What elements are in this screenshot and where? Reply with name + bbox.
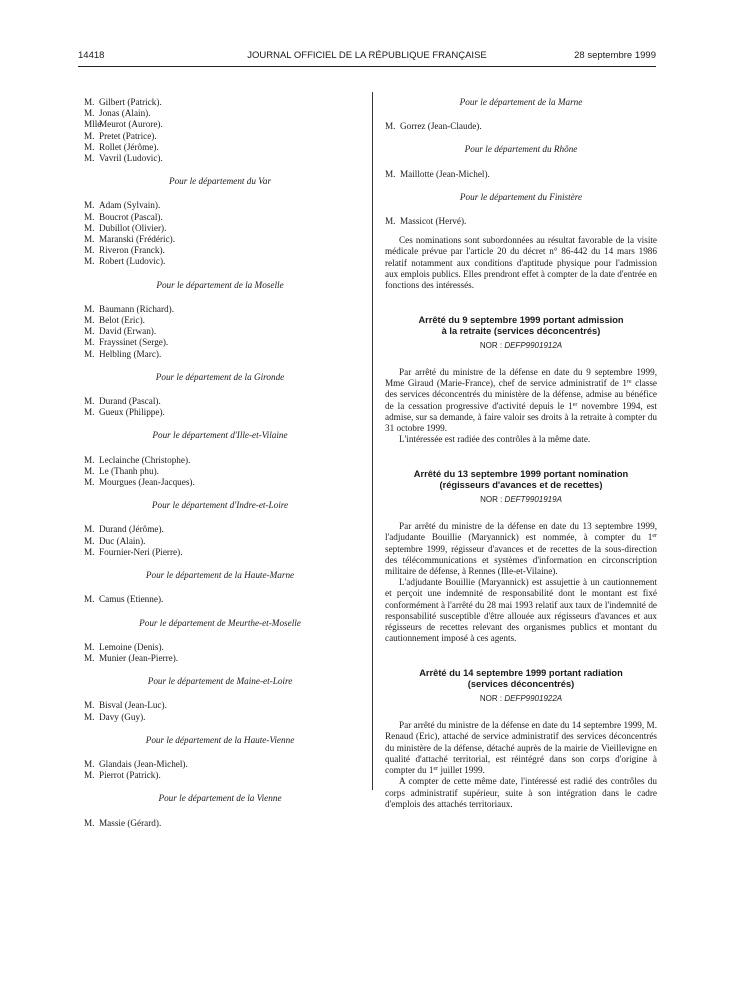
civility: M. [84, 758, 95, 769]
arrete-paragraph: Par arrêté du ministre de la défense en date du 14 septembre 1999, M. Renaud (Eric), attaché de service administratif des services déconcentrés du ministère de la défense, détaché auprès de la mairie de Vieillevigne en qualité d'attaché territorial, est réintégré dans son corps d'origine à compter du 1er juillet 1999. [385, 720, 657, 776]
person-name: Belot (Eric). [99, 315, 145, 326]
civility: M. [84, 326, 95, 337]
column-divider [372, 92, 373, 790]
name-entry [84, 304, 356, 315]
person-name: Massie (Gérard). [99, 817, 162, 828]
nor-reference: NOR : DEFT9901919A [480, 495, 562, 505]
name-list [385, 169, 657, 180]
civility: M. [385, 168, 396, 179]
civility: M. [84, 817, 95, 828]
person-name: Mourgues (Jean-Jacques). [99, 477, 195, 488]
name-entry [84, 396, 356, 407]
name-entry [84, 97, 356, 108]
name-entry [84, 200, 356, 211]
name-entry [84, 256, 356, 267]
civility: M. [84, 700, 95, 711]
arrete-paragraph: A compter de cette même date, l'intéressé est radié des contrôles du corps administratif supérieur, suite à son intégration dans le cadre d'emplois des attachés territoriaux. [385, 776, 657, 809]
department-heading: Pour le département de la Marne [459, 97, 583, 107]
person-name: Dubillot (Olivier). [99, 222, 167, 233]
person-name: Boucrot (Pascal). [99, 211, 163, 222]
person-name: Pretet (Patrice). [99, 130, 157, 141]
civility: M. [84, 641, 95, 652]
arrete-title: Arrêté du 14 septembre 1999 portant radiation (services déconcentrés) [419, 668, 623, 690]
arrete-paragraph: L'intéressée est radiée des contrôles à la même date. [399, 434, 591, 445]
civility: M. [84, 141, 95, 152]
right-column [385, 97, 657, 810]
name-entry [84, 536, 356, 547]
person-name: Robert (Ludovic). [99, 256, 166, 267]
nor-reference: NOR : DEFP9901922A [479, 694, 563, 704]
name-entry [84, 212, 356, 223]
department-heading: Pour le département du Finistère [459, 191, 583, 202]
department-heading: Pour le département du Rhône [464, 144, 578, 155]
civility: M. [84, 234, 95, 245]
name-entry [84, 818, 356, 829]
department-heading: Pour le département d'Indre-et-Loire [151, 500, 289, 511]
person-name: Munier (Jean-Pierre). [99, 652, 179, 663]
person-name: David (Erwan). [99, 326, 157, 337]
name-entry [84, 547, 356, 558]
page-header [78, 50, 656, 64]
civility: M. [84, 477, 95, 488]
name-entry [84, 759, 356, 770]
civility: M. [84, 222, 95, 233]
civility: M. [84, 153, 95, 164]
department-heading: Pour le département de la Haute-Vienne [145, 734, 295, 745]
person-name: Maranski (Frédéric). [99, 234, 176, 245]
person-name: Fournier-Neri (Pierre). [99, 546, 183, 557]
name-entry [84, 700, 356, 711]
civility: M. [84, 348, 95, 359]
person-name: Le (Thanh phu). [99, 465, 159, 476]
arrete-title: Arrêté du 9 septembre 1999 portant admission à la retraite (services déconcentrés) [418, 315, 624, 337]
name-entry [84, 770, 356, 781]
name-entry [84, 407, 356, 418]
civility: M. [84, 546, 95, 557]
name-list [84, 455, 356, 489]
civility: M. [84, 315, 95, 326]
department-heading: Pour le département du Var [168, 176, 272, 187]
intro-name-list [84, 97, 356, 164]
issue-date: 28 septembre 1999 [574, 50, 656, 61]
person-name: Meurot (Aurore). [99, 119, 163, 130]
civility: M. [84, 200, 95, 211]
civility: M. [84, 211, 95, 222]
civility: M. [84, 396, 95, 407]
civility: M. [84, 594, 95, 605]
name-entry [84, 524, 356, 535]
department-heading: Pour le département de Meurthe-et-Moselle [139, 617, 301, 628]
left-column [84, 97, 356, 829]
department-heading: Pour le département de la Gironde [155, 371, 285, 382]
person-name: Maillotte (Jean-Michel). [400, 168, 490, 179]
civility: M. [84, 770, 95, 781]
person-name: Glandais (Jean-Michel). [99, 758, 188, 769]
department-heading: Pour le département de la Vienne [158, 793, 282, 804]
left-department-sections [84, 176, 356, 829]
person-name: Vavril (Ludovic). [99, 153, 163, 164]
name-entry [84, 455, 356, 466]
civility: M. [84, 535, 95, 546]
person-name: Camus (Etienne). [99, 594, 164, 605]
name-entry [84, 477, 356, 488]
name-entry [84, 712, 356, 723]
civility: M. [84, 130, 95, 141]
name-list [84, 594, 356, 605]
name-list [84, 700, 356, 722]
civility: M. [84, 465, 95, 476]
civility: Mlle [84, 119, 102, 130]
department-heading: Pour le département de la Haute-Marne [145, 570, 295, 581]
person-name: Pierrot (Patrick). [99, 770, 161, 781]
civility: M. [84, 97, 95, 107]
person-name: Baumann (Richard). [99, 303, 175, 314]
person-name: Gorrez (Jean-Claude). [400, 121, 482, 132]
name-list [385, 121, 657, 132]
department-heading: Pour le département de la Moselle [156, 279, 284, 290]
person-name: Leclainche (Christophe). [99, 454, 191, 465]
person-name: Adam (Sylvain). [99, 200, 161, 211]
person-name: Frayssinet (Serge). [99, 337, 169, 348]
right-department-sections [385, 97, 657, 227]
civility: M. [84, 108, 95, 119]
person-name: Gueux (Philippe). [99, 407, 165, 418]
civility: M. [84, 524, 95, 535]
arrete-retirement [385, 315, 657, 445]
name-entry [84, 131, 356, 142]
arrete-paragraph: Par arrêté du ministre de la défense en date du 13 septembre 1999, l'adjudante Bouillie (Maryannick) est nommée, à compter du 1er septembre 1999, régisseur d'avances et de recettes de la sous-direction des télécommunications et systèmes d'information en circonscription militaire de défense, à Rennes (Ille-et-Vilaine). [385, 521, 657, 577]
name-entry [385, 169, 657, 180]
civility: M. [84, 652, 95, 663]
name-list [84, 524, 356, 558]
name-entry [84, 349, 356, 360]
name-entry [84, 337, 356, 348]
name-entry [84, 142, 356, 153]
name-list [385, 216, 657, 227]
closing-paragraph: Ces nominations sont subordonnées au résultat favorable de la visite médicale prévue par l'article 20 du décret n° 86-442 du 14 mars 1986 relatif notamment aux conditions d'aptitude physique pour l'admission aux emplois publics. Elles prendront effet à compter de la date d'entrée en fonctions des intéressés. [385, 235, 657, 291]
person-name: Rollet (Jérôme). [99, 141, 159, 152]
arrete-paragraph: L'adjudante Bouillie (Maryannick) est assujettie à un cautionnement et perçoit une indemnité de responsabilité dont le montant est fixé conformément à l'arrêté du 28 mai 1993 relatif aux taux de l'indemnité de responsabilité susceptible d'être allouée aux régisseurs d'avances et aux régisseurs de recettes relevant des organismes publics et montant du cautionnement imposé à ces agents. [385, 577, 657, 644]
name-entry [84, 642, 356, 653]
name-entry [84, 119, 356, 130]
civility: M. [84, 407, 95, 418]
department-heading: Pour le département d'Ille-et-Vilaine [152, 430, 288, 441]
name-list [84, 304, 356, 360]
civility: M. [84, 303, 95, 314]
civility: M. [84, 245, 95, 256]
person-name: Durand (Jérôme). [99, 524, 164, 535]
person-name: Davy (Guy). [99, 711, 146, 722]
person-name: Lemoine (Denis). [99, 641, 164, 652]
civility: M. [84, 256, 95, 267]
person-name: Riveron (Franck). [99, 245, 165, 256]
journal-title: JOURNAL OFFICIEL DE LA RÉPUBLIQUE FRANÇAISE [247, 50, 487, 61]
name-list [84, 759, 356, 781]
name-entry [385, 121, 657, 132]
header-rule [78, 66, 656, 67]
name-entry [84, 234, 356, 245]
nor-reference: NOR : DEFP9901912A [479, 340, 563, 350]
name-entry [84, 153, 356, 164]
name-entry [84, 466, 356, 477]
person-name: Gilbert (Patrick). [99, 97, 162, 107]
person-name: Durand (Pascal). [99, 396, 161, 407]
name-entry [84, 315, 356, 326]
name-entry [385, 216, 657, 227]
person-name: Massicot (Hervé). [400, 216, 467, 227]
name-list [84, 818, 356, 829]
person-name: Jonas (Alain). [99, 108, 151, 119]
name-list [84, 200, 356, 267]
name-entry [84, 108, 356, 119]
department-heading: Pour le département de Maine-et-Loire [147, 676, 293, 687]
civility: M. [385, 216, 396, 227]
name-entry [84, 245, 356, 256]
name-list [84, 396, 356, 418]
arrete-radiation [385, 668, 657, 809]
person-name: Duc (Alain). [99, 535, 146, 546]
civility: M. [385, 121, 396, 132]
civility: M. [84, 454, 95, 465]
civility: M. [84, 337, 95, 348]
name-list [84, 642, 356, 664]
page-number: 14418 [78, 50, 105, 61]
person-name: Helbling (Marc). [99, 348, 162, 359]
name-entry [84, 594, 356, 605]
arrete-title: Arrêté du 13 septembre 1999 portant nomination (régisseurs d'avances et de recettes) [413, 469, 629, 491]
civility: M. [84, 711, 95, 722]
arrete-paragraph: Par arrêté du ministre de la défense en date du 9 septembre 1999, Mme Giraud (Marie-France), chef de service administratif de 1re classe des services déconcentrés du ministère de la défense, admise au bénéfice de la cessation progressive d'activité depuis le 1er novembre 1994, est admise, sur sa demande, à faire valoir ses droits à la retraite à compter du 31 octobre 1999. [385, 367, 657, 434]
arrete-nomination [385, 469, 657, 644]
name-entry [84, 326, 356, 337]
name-entry [84, 653, 356, 664]
person-name: Bisval (Jean-Luc). [99, 700, 167, 711]
name-entry [84, 223, 356, 234]
